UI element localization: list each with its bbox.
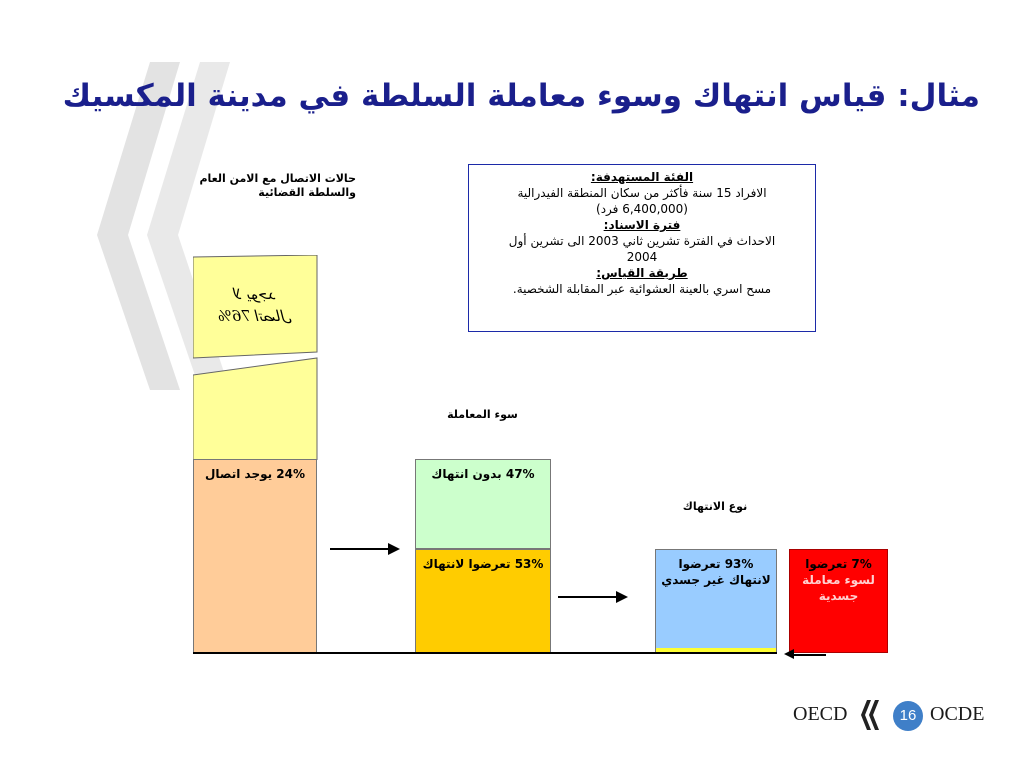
violation-label: 53% تعرضوا لانتهاك bbox=[422, 557, 544, 571]
arrow-1-head-icon bbox=[388, 543, 400, 555]
footer-oecd: OECD bbox=[793, 703, 848, 725]
page-number: 16 bbox=[893, 701, 923, 731]
arrow-3 bbox=[792, 654, 826, 656]
no-violation-label: 47% بدون انتهاك bbox=[431, 467, 535, 481]
contact-block bbox=[193, 459, 317, 653]
arrow-2-head-icon bbox=[616, 591, 628, 603]
physical-line1: 7% تعرضوا bbox=[805, 557, 872, 571]
violation-type-caption: نوع الانتهاك bbox=[682, 500, 748, 513]
target-line2: (6,400,000 فرد) bbox=[596, 202, 688, 216]
physical-block bbox=[789, 549, 888, 653]
target-line1: الافراد 15 سنة فأكثر من سكان المنطقة الفيدرالية bbox=[517, 186, 767, 200]
arrow-2 bbox=[558, 596, 620, 598]
no-contact-label bbox=[196, 283, 314, 327]
no-contact-line2: 76% اتصال bbox=[217, 307, 293, 325]
period-line2: 2004 bbox=[626, 250, 658, 264]
contact-caption-line1: حالات الاتصال مع الامن العام bbox=[199, 172, 356, 185]
oecd-logo-chevron-icon bbox=[860, 700, 884, 730]
treatment-caption: سوء المعاملة bbox=[447, 408, 518, 421]
contact-caption-line2: والسلطة القضائية bbox=[258, 186, 356, 199]
baseline bbox=[193, 652, 777, 654]
method-heading: طريقة القياس: bbox=[596, 266, 688, 280]
target-heading: الفئة المستهدفة: bbox=[590, 170, 694, 184]
page-title: مثال: قياس انتهاك وسوء معاملة السلطة في مدينة المكسيك bbox=[62, 78, 980, 114]
nonphysical-block bbox=[655, 549, 777, 653]
contact-caption bbox=[196, 172, 356, 200]
period-line1: الاحداث في الفترة تشرين ثاني 2003 الى تشرين أول bbox=[508, 234, 776, 248]
arrow-1 bbox=[330, 548, 392, 550]
violation-block bbox=[415, 549, 551, 653]
physical-line2: لسوء معاملة bbox=[802, 573, 875, 587]
survey-info-box bbox=[468, 164, 816, 332]
nonphysical-line2: لانتهاك غير جسدي bbox=[661, 573, 771, 587]
physical-line3: جسدية bbox=[818, 589, 859, 603]
footer-ocde: OCDE bbox=[930, 703, 985, 725]
method-line: مسح اسري بالعينة العشوائية عبر المقابلة الشخصية. bbox=[512, 282, 772, 296]
arrow-3-head-icon bbox=[784, 649, 794, 659]
period-heading: فترة الاسناد: bbox=[603, 218, 681, 232]
nonphysical-line1: 93% تعرضوا bbox=[678, 557, 754, 571]
no-violation-block bbox=[415, 459, 551, 549]
contact-label: 24% يوجد اتصال bbox=[204, 467, 306, 481]
no-contact-line1: لا يوجد bbox=[233, 285, 277, 303]
